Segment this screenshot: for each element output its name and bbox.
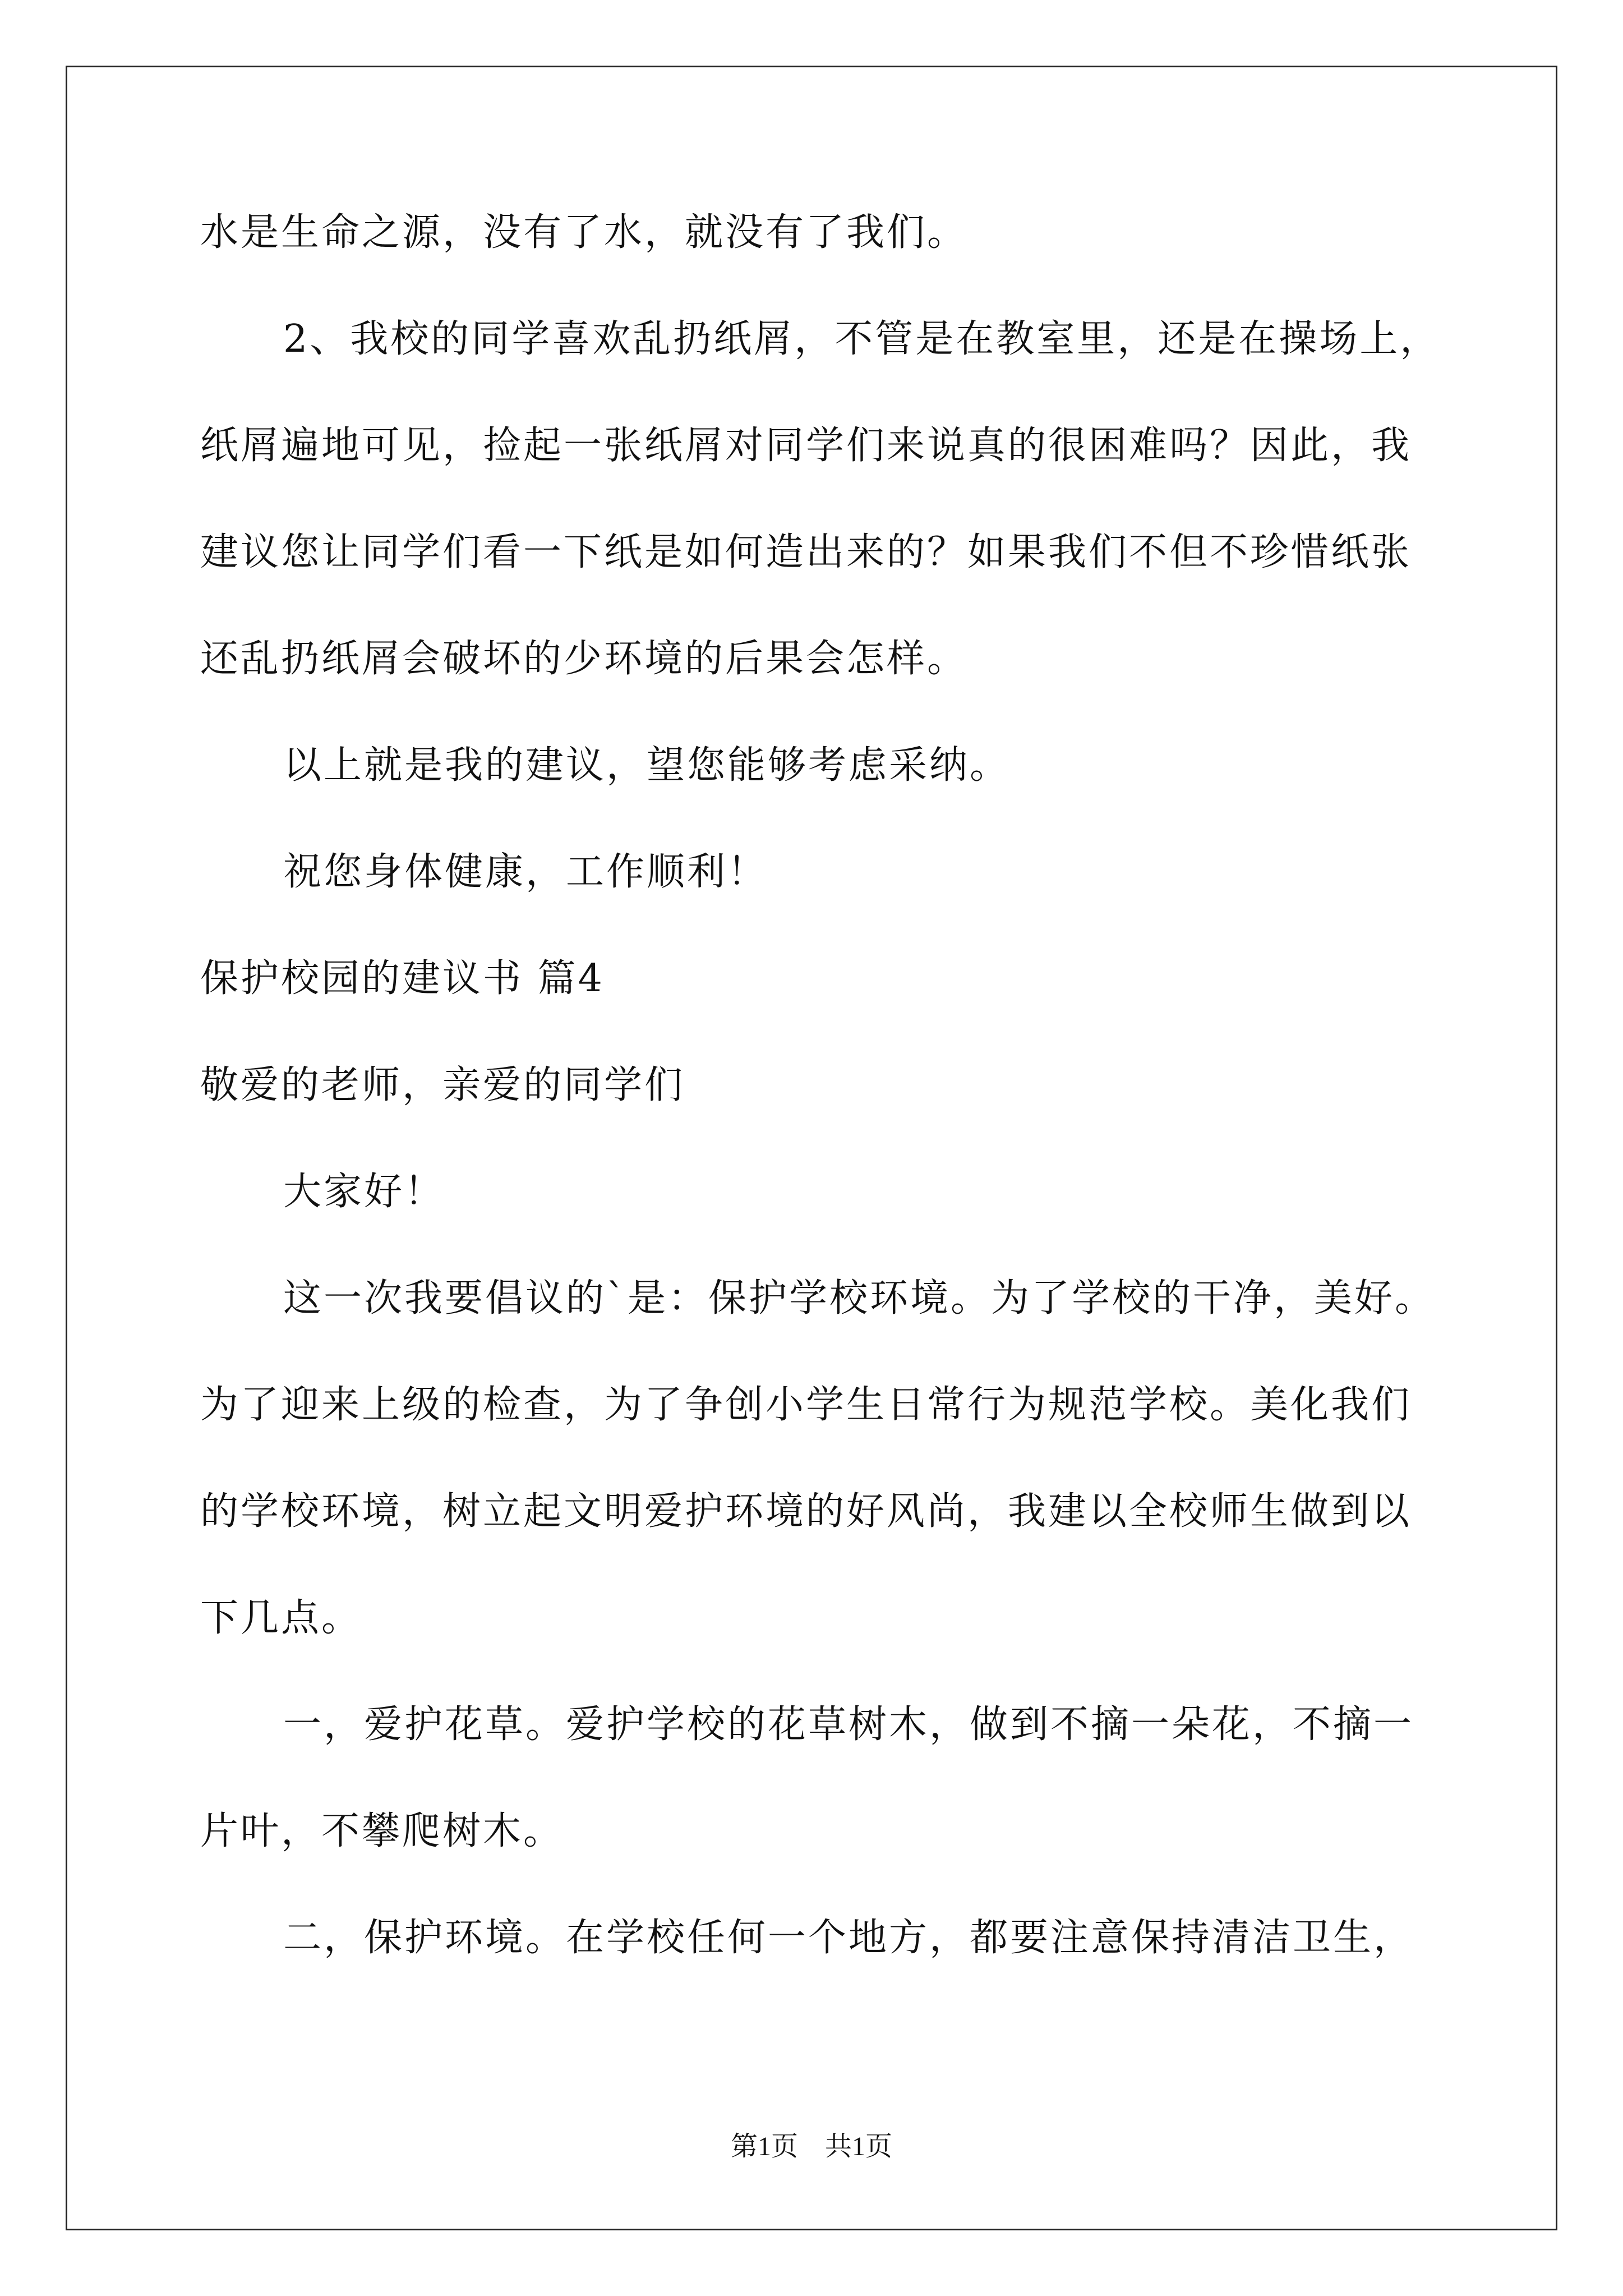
paragraph-line-5: 还乱扔纸屑会破坏的少环境的后果会怎样。 bbox=[200, 637, 968, 681]
paragraph-line-16: 片叶，不攀爬树木。 bbox=[200, 1809, 564, 1853]
paragraph-line-14: 下几点。 bbox=[200, 1596, 362, 1640]
section-heading: 保护校园的建议书 篇4 bbox=[200, 956, 605, 1001]
salutation: 敬爱的老师，亲爱的同学们 bbox=[200, 1063, 685, 1107]
greeting: 大家好！ bbox=[283, 1170, 445, 1214]
paragraph-line-11: 这一次我要倡议的`是：保护学校环境。为了学校的干净，美好。 bbox=[283, 1276, 1436, 1320]
paragraph-line-15: 一，爱护花草。爱护学校的花草树木，做到不摘一朵花，不摘一 bbox=[283, 1703, 1414, 1747]
page-footer: 第1页 共1页 bbox=[730, 2132, 892, 2161]
closing-wish: 祝您身体健康，工作顺利！ bbox=[283, 850, 768, 894]
paragraph-line-1: 水是生命之源，没有了水，就没有了我们。 bbox=[200, 210, 968, 255]
paragraph-line-12: 为了迎来上级的检查，为了争创小学生日常行为规范学校。美化我们 bbox=[200, 1383, 1412, 1427]
page-border bbox=[66, 66, 1557, 2230]
paragraph-line-13: 的学校环境，树立起文明爱护环境的好风尚，我建以全校师生做到以 bbox=[200, 1489, 1412, 1534]
paragraph-line-6: 以上就是我的建议，望您能够考虑采纳。 bbox=[283, 743, 1011, 788]
paragraph-line-2: 2、我校的同学喜欢乱扔纸屑，不管是在教室里，还是在操场上， bbox=[283, 317, 1441, 361]
paragraph-line-17: 二，保护环境。在学校任何一个地方，都要注意保持清洁卫生， bbox=[283, 1916, 1414, 1960]
paragraph-line-3: 纸屑遍地可见，捡起一张纸屑对同学们来说真的很困难吗？因此，我 bbox=[200, 424, 1412, 468]
paragraph-line-4: 建议您让同学们看一下纸是如何造出来的？如果我们不但不珍惜纸张 bbox=[200, 530, 1412, 574]
